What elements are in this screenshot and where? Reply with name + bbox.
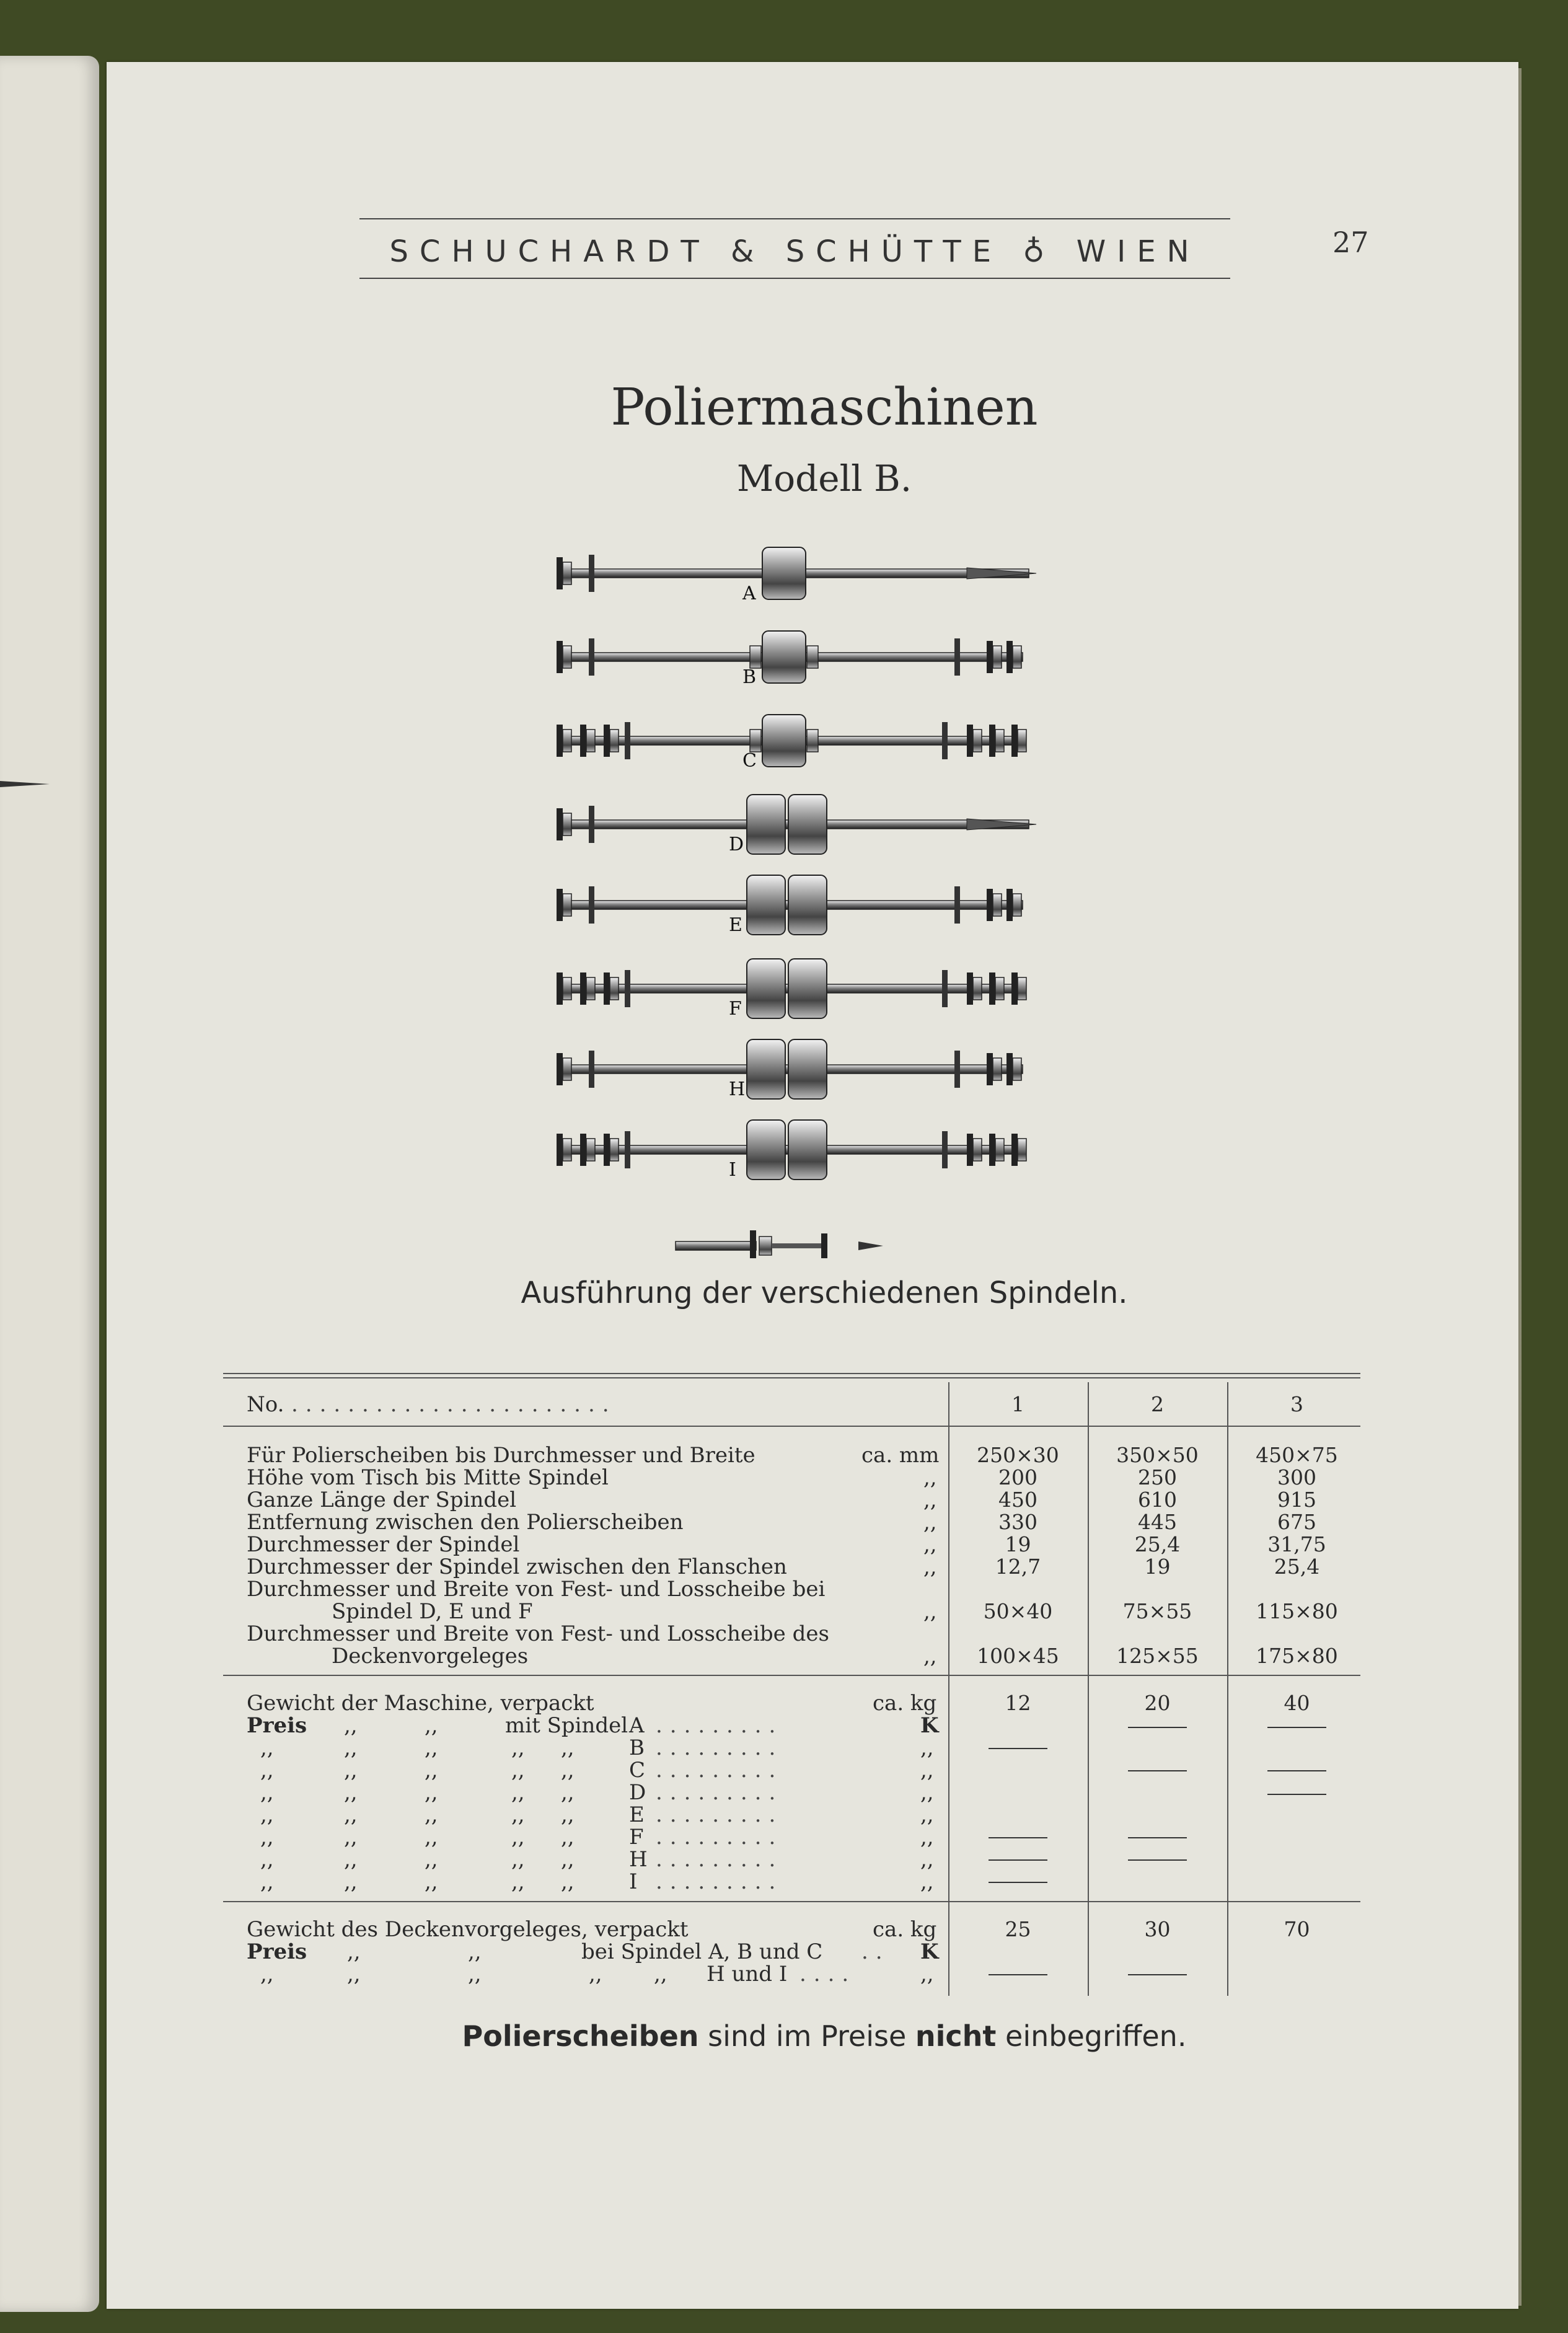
right-flange xyxy=(954,1051,960,1088)
dimension-label: Durchmesser der Spindel xyxy=(247,1532,520,1557)
ditto-mark: ,, xyxy=(561,1780,575,1805)
price-dash xyxy=(1128,1727,1187,1728)
price-dash xyxy=(1128,1837,1187,1838)
right-collar xyxy=(989,972,995,1005)
spindle-label: D xyxy=(729,834,744,855)
left-collar-nut xyxy=(586,977,595,1000)
ditto-mark: ,, xyxy=(425,1780,438,1805)
left-collar xyxy=(557,1053,563,1085)
spindle-label: C xyxy=(742,750,757,772)
spindle-label: B xyxy=(742,666,757,688)
right-collar xyxy=(1011,972,1018,1005)
ditto-mark: ,, xyxy=(344,1713,358,1738)
left-collar xyxy=(580,1134,586,1166)
price-dash xyxy=(1128,1974,1187,1975)
price-dash xyxy=(1128,1770,1187,1771)
dimension-value: 915 xyxy=(1277,1488,1316,1512)
no-label: No. xyxy=(247,1392,284,1417)
dimension-label: Für Polierscheiben bis Durchmesser und Breite xyxy=(247,1443,755,1468)
ditto-mark: ,, xyxy=(344,1825,358,1850)
dimension-value: 175×80 xyxy=(1256,1644,1338,1668)
dot-leader: ......... xyxy=(656,1735,783,1760)
ditto-mark: ,, xyxy=(920,1802,934,1827)
running-head: SCHUCHARDT & SCHÜTTE ♁ WIEN xyxy=(389,234,1200,269)
header-rule-bottom xyxy=(359,278,1230,279)
left-collar xyxy=(604,1134,610,1166)
pulley xyxy=(762,631,806,683)
left-collar-nut xyxy=(610,977,619,1000)
right-collar-nut xyxy=(1018,977,1026,1000)
dimension-label: Höhe vom Tisch bis Mitte Spindel xyxy=(247,1465,609,1490)
ditto-mark: ,, xyxy=(260,1758,274,1783)
diagram-caption: Ausführung der verschiedenen Spindeln. xyxy=(521,1276,1128,1310)
loose-pulley xyxy=(788,1039,827,1099)
dot-leader: ......... xyxy=(656,1713,783,1738)
dimension-unit: ,, xyxy=(923,1599,937,1624)
price-dash xyxy=(989,1882,1047,1883)
table-section-rule-1 xyxy=(223,1675,1360,1676)
right-collar xyxy=(1011,1134,1018,1166)
fixed-pulley xyxy=(747,875,785,935)
right-collar-nut xyxy=(995,730,1004,752)
ditto-mark: ,, xyxy=(561,1735,575,1760)
fixed-pulley xyxy=(747,795,785,854)
ditto-mark: ,, xyxy=(468,1939,482,1964)
dimension-unit: ,, xyxy=(923,1644,937,1669)
right-collar xyxy=(987,1053,993,1085)
left-collar-nut xyxy=(586,1139,595,1161)
dimension-label: Durchmesser und Breite von Fest- und Losscheibe des xyxy=(247,1621,829,1646)
pulley-hub xyxy=(750,646,761,668)
left-collar-nut xyxy=(563,1139,571,1161)
ditto-mark: ,, xyxy=(561,1869,575,1894)
left-collar-nut xyxy=(563,813,571,836)
ditto-mark: ,, xyxy=(347,1962,361,1987)
loose-pulley xyxy=(788,795,827,854)
spindle-diagram xyxy=(545,539,1041,1258)
right-collar-nut xyxy=(1013,646,1021,668)
dot-leader: ......... xyxy=(656,1802,783,1827)
spindle-letter: A xyxy=(629,1713,645,1738)
price-dash xyxy=(989,1859,1047,1861)
dimension-value: 75×55 xyxy=(1122,1599,1192,1623)
right-collar-nut xyxy=(993,894,1002,916)
ditto-mark: ,, xyxy=(425,1825,438,1850)
ditto-mark: ,, xyxy=(425,1802,438,1827)
dimension-unit: ,, xyxy=(923,1510,937,1535)
right-collar xyxy=(967,972,973,1005)
table-top-rule-2 xyxy=(223,1377,1360,1378)
dot-leader: ....................... xyxy=(291,1392,617,1417)
ditto-mark: ,, xyxy=(654,1962,667,1987)
dimension-value: 200 xyxy=(998,1465,1037,1489)
dimension-value: 125×55 xyxy=(1116,1644,1199,1668)
left-collar-nut xyxy=(563,977,571,1000)
footer-text-1: sind im Preise xyxy=(698,2019,915,2053)
dimension-value: 31,75 xyxy=(1267,1532,1326,1556)
loose-pulley xyxy=(788,959,827,1018)
dot-leader: ......... xyxy=(656,1847,783,1872)
dimension-label: Durchmesser der Spindel zwischen den Flanschen xyxy=(247,1555,787,1579)
spindle-label: E xyxy=(729,914,742,936)
dimension-value: 450 xyxy=(998,1488,1037,1512)
price-dash xyxy=(989,1974,1047,1975)
ditto-mark: ,, xyxy=(920,1847,934,1872)
dimension-value: 25,4 xyxy=(1274,1555,1320,1579)
right-collar-nut xyxy=(1018,1139,1026,1161)
countershaft-price-label: Preis xyxy=(247,1939,307,1964)
left-collar xyxy=(580,972,586,1005)
price-dash xyxy=(1267,1770,1326,1771)
small-spindle-flange xyxy=(750,1230,756,1258)
dot-leader: ......... xyxy=(656,1825,783,1850)
left-collar xyxy=(557,725,563,757)
left-collar xyxy=(557,1134,563,1166)
dot-leader: ......... xyxy=(656,1758,783,1783)
dimension-value: 350×50 xyxy=(1116,1443,1199,1467)
left-flange xyxy=(589,1051,594,1088)
right-flange xyxy=(942,722,948,759)
ditto-mark: ,, xyxy=(920,1780,934,1805)
ditto-mark: ,, xyxy=(425,1735,438,1760)
spindle-label: H xyxy=(729,1078,746,1100)
page-number: 27 xyxy=(1332,226,1369,259)
ditto-mark: ,, xyxy=(920,1735,934,1760)
left-collar-nut xyxy=(586,730,595,752)
spindle-label: A xyxy=(742,583,756,604)
right-collar-nut xyxy=(993,646,1002,668)
loose-pulley xyxy=(788,875,827,935)
dimension-value: 250×30 xyxy=(977,1443,1059,1467)
ditto-mark: ,, xyxy=(260,1735,274,1760)
dimension-label-cont: Spindel D, E und F xyxy=(332,1599,533,1624)
right-collar-nut xyxy=(995,1139,1004,1161)
spindle-letter: I xyxy=(629,1869,638,1894)
right-collar xyxy=(1006,1053,1013,1085)
footer-note xyxy=(372,2019,1277,2053)
left-collar-nut xyxy=(563,894,571,916)
dimension-value: 25,4 xyxy=(1134,1532,1181,1556)
machine-weight-value: 20 xyxy=(1144,1691,1171,1715)
currency-mark: K xyxy=(920,1713,939,1738)
mit-spindel-label: mit Spindel xyxy=(505,1713,628,1738)
ditto-mark: ,, xyxy=(511,1780,525,1805)
countershaft-weight-unit: ca. kg xyxy=(873,1917,937,1942)
price-dash xyxy=(989,1837,1047,1838)
pulley-hub xyxy=(807,730,818,752)
right-collar xyxy=(987,641,993,673)
spindle-letter: B xyxy=(629,1735,645,1760)
table-header-rule xyxy=(223,1426,1360,1427)
spindle-tip-icon xyxy=(0,775,56,793)
dimension-unit: ,, xyxy=(923,1488,937,1512)
ditto-mark: ,, xyxy=(511,1758,525,1783)
right-collar-nut xyxy=(995,977,1004,1000)
dimension-unit: ,, xyxy=(923,1555,937,1579)
dimension-value: 300 xyxy=(1277,1465,1316,1489)
column-header-2: 2 xyxy=(1151,1392,1164,1416)
dimension-value: 100×45 xyxy=(977,1644,1059,1668)
machine-weight-unit: ca. kg xyxy=(873,1691,937,1716)
dimension-label: Durchmesser und Breite von Fest- und Losscheibe bei xyxy=(247,1577,826,1602)
ditto-mark: ,, xyxy=(920,1869,934,1894)
right-collar xyxy=(967,725,973,757)
small-spindle-nut xyxy=(759,1237,772,1255)
right-collar xyxy=(989,1134,995,1166)
left-flange xyxy=(625,722,630,759)
footer-bold-1: Polierscheiben xyxy=(462,2019,699,2053)
price-dash xyxy=(1128,1859,1187,1861)
left-collar-nut xyxy=(610,1139,619,1161)
spindle-letter: D xyxy=(629,1780,646,1805)
spindle-letter: F xyxy=(629,1825,644,1850)
dimension-value: 450×75 xyxy=(1256,1443,1338,1467)
right-collar-nut xyxy=(973,1139,982,1161)
dimension-value: 115×80 xyxy=(1256,1599,1338,1623)
dimension-value: 19 xyxy=(1005,1532,1031,1556)
left-flange xyxy=(589,886,594,924)
fixed-pulley xyxy=(747,959,785,1018)
left-collar xyxy=(604,725,610,757)
ditto-mark: ,, xyxy=(589,1962,602,1987)
ditto-mark: ,, xyxy=(425,1847,438,1872)
dimension-unit: ,, xyxy=(923,1532,937,1557)
right-flange xyxy=(942,970,948,1007)
ditto-mark: ,, xyxy=(425,1758,438,1783)
left-collar xyxy=(557,972,563,1005)
ditto-mark: ,, xyxy=(920,1825,934,1850)
ditto-mark: ,, xyxy=(260,1869,274,1894)
left-collar xyxy=(557,808,563,840)
ditto-mark: ,, xyxy=(260,1802,274,1827)
right-collar-nut xyxy=(1013,1058,1021,1080)
dimension-value: 250 xyxy=(1138,1465,1177,1489)
machine-weight-label: Gewicht der Maschine, verpackt xyxy=(247,1691,594,1716)
dimension-unit: ,, xyxy=(923,1465,937,1490)
right-collar-nut xyxy=(973,730,982,752)
ditto-mark: ,, xyxy=(347,1939,361,1964)
left-collar xyxy=(580,725,586,757)
left-collar xyxy=(557,889,563,921)
ditto-mark: ,, xyxy=(260,1825,274,1850)
small-spindle-rod xyxy=(772,1243,821,1248)
price-dash xyxy=(989,1748,1047,1749)
countershaft-weight-value: 25 xyxy=(1005,1917,1031,1941)
ditto-mark: ,, xyxy=(344,1847,358,1872)
right-collar-nut xyxy=(1013,894,1021,916)
countershaft-weight-label: Gewicht des Deckenvorgeleges, verpackt xyxy=(247,1917,689,1942)
pulley-hub xyxy=(807,646,818,668)
ditto-mark: ,, xyxy=(344,1758,358,1783)
right-collar xyxy=(967,1134,973,1166)
dimension-label-cont: Deckenvorgeleges xyxy=(332,1644,529,1669)
small-spindle-shaft xyxy=(676,1241,756,1250)
left-collar-nut xyxy=(563,1058,571,1080)
ditto-mark: ,, xyxy=(561,1802,575,1827)
dot-leader: .... xyxy=(799,1962,857,1987)
ditto-mark: ,, xyxy=(561,1758,575,1783)
countershaft-row1-text: bei Spindel A, B und C xyxy=(581,1939,823,1964)
right-flange xyxy=(954,638,960,676)
left-collar-nut xyxy=(563,730,571,752)
right-collar-nut xyxy=(1018,730,1026,752)
ditto-mark: ,, xyxy=(344,1780,358,1805)
left-collar xyxy=(604,972,610,1005)
column-header-1: 1 xyxy=(1011,1392,1024,1416)
dot-leader: ......... xyxy=(656,1869,783,1894)
left-flange xyxy=(589,638,594,676)
small-spindle-tip xyxy=(858,1241,883,1250)
left-flange xyxy=(589,806,594,843)
dimension-value: 445 xyxy=(1138,1510,1177,1534)
dot-leader: ......... xyxy=(656,1780,783,1805)
right-flange xyxy=(942,1131,948,1168)
ditto-mark: ,, xyxy=(260,1962,274,1987)
loose-pulley xyxy=(788,1120,827,1180)
dimension-label: Ganze Länge der Spindel xyxy=(247,1488,517,1512)
ditto-mark: ,, xyxy=(511,1735,525,1760)
right-flange xyxy=(954,886,960,924)
ditto-mark: ,, xyxy=(344,1802,358,1827)
price-dash xyxy=(1267,1727,1326,1728)
left-collar xyxy=(557,557,563,589)
page-title: Poliermaschinen xyxy=(610,378,1038,437)
pulley xyxy=(762,547,806,599)
pulley-hub xyxy=(750,730,761,752)
facing-page-edge xyxy=(0,56,99,2312)
countershaft-row2-text: H und I xyxy=(707,1962,788,1987)
ditto-mark: ,, xyxy=(561,1847,575,1872)
footer-bold-2: nicht xyxy=(915,2019,997,2053)
ditto-mark: ,, xyxy=(511,1825,525,1850)
dimension-value: 12,7 xyxy=(995,1555,1041,1579)
right-collar xyxy=(987,889,993,921)
ditto-mark: ,, xyxy=(425,1869,438,1894)
ditto-mark: ,, xyxy=(260,1780,274,1805)
dimension-value: 50×40 xyxy=(983,1599,1053,1623)
dimension-value: 610 xyxy=(1138,1488,1177,1512)
page-subtitle: Modell B. xyxy=(736,457,912,500)
small-spindle-flange xyxy=(821,1233,827,1258)
dimension-value: 19 xyxy=(1144,1555,1171,1579)
left-flange xyxy=(589,555,594,592)
left-collar-nut xyxy=(563,562,571,584)
machine-weight-value: 40 xyxy=(1284,1691,1310,1715)
ditto-mark: ,, xyxy=(561,1825,575,1850)
spindle-label: F xyxy=(729,998,742,1020)
footer-text-2: einbegriffen. xyxy=(996,2019,1187,2053)
right-collar xyxy=(1006,641,1013,673)
ditto-mark: ,, xyxy=(260,1847,274,1872)
right-collar xyxy=(1011,725,1018,757)
ditto-mark: ,, xyxy=(344,1869,358,1894)
dimension-label: Entfernung zwischen den Polierscheiben xyxy=(247,1510,684,1535)
currency-mark: K xyxy=(920,1939,939,1964)
left-flange xyxy=(625,1131,630,1168)
ditto-mark: ,, xyxy=(344,1735,358,1760)
left-flange xyxy=(625,970,630,1007)
spindle-letter: C xyxy=(629,1758,646,1783)
spindle-label: I xyxy=(729,1159,736,1181)
fixed-pulley xyxy=(747,1120,785,1180)
left-collar-nut xyxy=(610,730,619,752)
dimension-unit: ca. mm xyxy=(861,1443,940,1468)
header-rule-top xyxy=(359,218,1230,219)
spindle-letter: E xyxy=(629,1802,645,1827)
countershaft-weight-value: 30 xyxy=(1144,1917,1171,1941)
fixed-pulley xyxy=(747,1039,785,1099)
dot-leader: .. xyxy=(861,1939,890,1964)
ditto-mark: ,, xyxy=(425,1713,438,1738)
machine-weight-value: 12 xyxy=(1005,1691,1031,1715)
countershaft-weight-value: 70 xyxy=(1284,1917,1310,1941)
ditto-mark: ,, xyxy=(468,1962,482,1987)
left-collar-nut xyxy=(563,646,571,668)
column-header-3: 3 xyxy=(1290,1392,1303,1416)
right-collar-nut xyxy=(973,977,982,1000)
table-top-rule xyxy=(223,1373,1360,1374)
price-label: Preis xyxy=(247,1713,307,1738)
ditto-mark: ,, xyxy=(920,1962,934,1987)
pulley xyxy=(762,715,806,767)
dimension-value: 675 xyxy=(1277,1510,1316,1534)
ditto-mark: ,, xyxy=(511,1847,525,1872)
right-collar xyxy=(989,725,995,757)
spindle-letter: H xyxy=(629,1847,648,1872)
right-collar-nut xyxy=(993,1058,1002,1080)
price-dash xyxy=(1267,1794,1326,1795)
right-collar xyxy=(1006,889,1013,921)
left-collar xyxy=(557,641,563,673)
ditto-mark: ,, xyxy=(920,1758,934,1783)
ditto-mark: ,, xyxy=(511,1869,525,1894)
table-section-rule-2 xyxy=(223,1901,1360,1902)
dimension-value: 330 xyxy=(998,1510,1037,1534)
ditto-mark: ,, xyxy=(511,1802,525,1827)
